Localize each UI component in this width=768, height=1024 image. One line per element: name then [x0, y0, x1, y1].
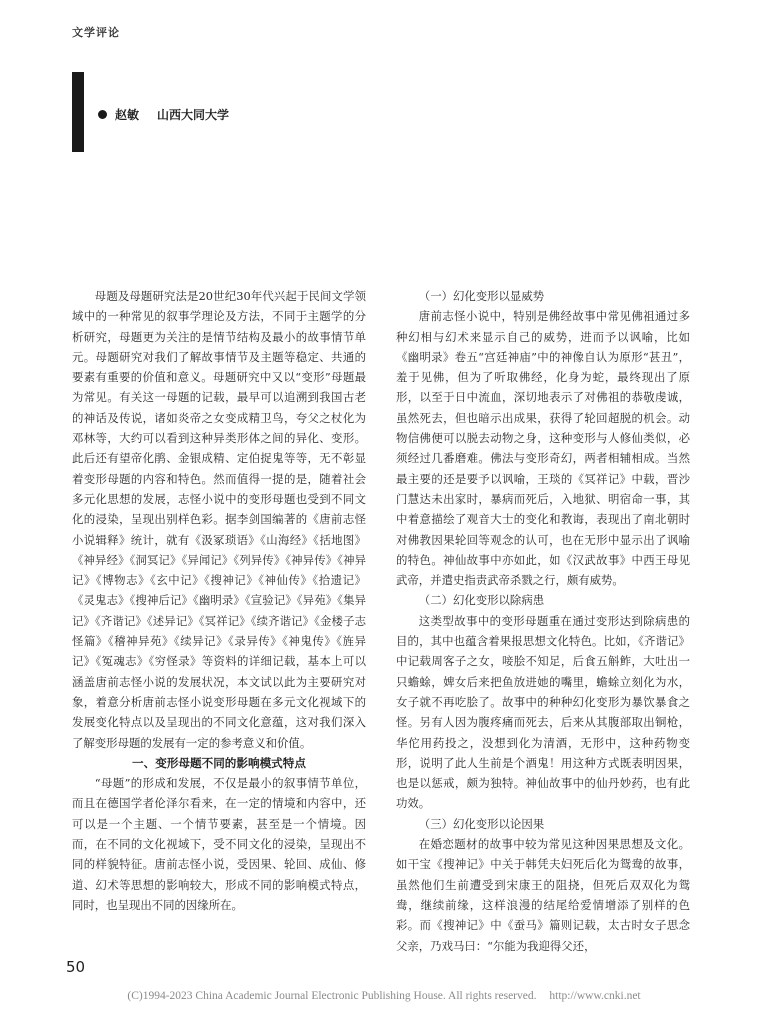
footer [0, 990, 768, 1002]
footer-copyright: (C)1994-2023 China Academic Journal Electronic Publishing House. All rights reserved. [127, 990, 537, 1002]
author-affiliation: 山西大同大学 [157, 108, 230, 122]
author-name: 赵敏 [115, 108, 140, 122]
subsection-heading-3: （三）幻化变形以论因果 [418, 816, 545, 831]
page-number: 50 [66, 958, 86, 976]
subsection-heading-2: （二）幻化变形以除病患 [418, 593, 545, 608]
intro-paragraph: 母题及母题研究法是20世纪30年代兴起于民间文学领域中的一种常见的叙事学理论及方法，不同于主题学的分析研究，母题更为关注的是情节结构及最小的故事情节单元。母题研究对我们了解故事情节及主题等稳定、共通的要素有重要的价值和意义。母题研究中又以“变形”母题最为常见。有关这一母题的记载，最早可以追溯到我国古老的神话及传说，诸如炎帝之女变成精卫鸟，夸父之杖化为邓林等，大约可以看到这种异类形体之间的异化、变形。此后还有望帝化鹃、金银成精、定伯捉鬼等等，无不彰显着变形母题的内容和特色。然而值得一提的是，随着社会多元化思想的发展，志怪小说中的变形母题也受到不同文化的浸染，呈现出别样色彩。据李剑国编著的《唐前志怪小说辑释》统计，就有《汲冢琐语》《山海经》《括地图》《神异经》《洞冥记》《异闻记》《列异传》《神异传》《神异记》《博物志》《玄中记》《搜神记》《神仙传》《拾遗记》《灵鬼志》《搜神后记》《幽明录》《宣验记》《异苑》《集异记》《齐谐记》《述异记》《冥祥记》《续齐谐记》《金楼子志怪篇》《稽神异苑》《续异记》《录异传》《神鬼传》《旌异记》《冤魂志》《穷怪录》等资料的详细记载，基本上可以涵盖唐前志怪小说的发展状况，本文试以此为主要研究对象，着意分析唐前志怪小说变形母题在多元文化视域下的发展变化特点以及呈现出的不同文化意蕴，这对我们深入了解变形母题的发展有一定的参考意义和价值。 [72, 289, 366, 750]
byline [98, 106, 229, 123]
journal-section-label: 文学评论 [72, 26, 120, 39]
left-column [72, 286, 366, 915]
right-column [396, 286, 690, 956]
subsection-heading-1: （一）幻化变形以显威势 [418, 289, 545, 303]
subsection1-paragraph: 唐前志怪小说中，特别是佛经故事中常见佛祖通过多种幻相与幻术来显示自己的威势，进而予以讽喻，比如《幽明录》卷五“宫廷神庙”中的神像自认为原形“甚丑”，羞于见佛，但为了听取佛经，化身为蛇，最终现出了原形，以至于日中流血，深切地表示了对佛祖的恭敬虔诚，虽然死去，但也暗示出成果，获得了轮回超脱的机会。动物信佛便可以脱去动物之身，这种变形与人修仙类似，必须经过几番磨难。佛法与变形奇幻，两者相辅相成。当然最主要的还是要予以讽喻，王琰的《冥祥记》中载，晋沙门慧达未出家时，暴病而死后，入地狱、明宿命一事，其中着意描绘了观音大士的变化和教诲，表现出了南北朝时对佛教因果轮回等观念的认可，也在无形中显示出了讽喻的特色。神仙故事中亦如此，如《汉武故事》中西王母见武帝，并遣史指责武帝杀戮之行，颇有威势。 [396, 309, 690, 588]
footer-url[interactable]: http://www.cnki.net [549, 990, 641, 1002]
bullet-icon [98, 110, 107, 119]
section1-paragraph: “母题”的形成和发展，不仅是最小的叙事情节单位，而且在德国学者伦泽尔看来，在一定的情境和内容中，还可以是一个主题、一个情节要素，甚至是一个情境。因而，在不同的文化视域下，受不同文化的浸染，呈现出不同的样貌特征。唐前志怪小说，受因果、轮回、成仙、修道、幻术等思想的影响较大，形成不同的影响模式特点，同时，也呈现出不同的因缘所在。 [72, 776, 366, 912]
section-heading-1: 一、变形母题不同的影响模式特点 [132, 755, 306, 770]
subsection3-paragraph: 在婚恋题材的故事中较为常见这种因果思想及文化。如干宝《搜神记》中关于韩凭夫妇死后化为鸳鸯的故事，虽然他们生前遭受到宋康王的阻挠，但死后双双化为鸳鸯，继续前缘，这样浪漫的结尾给爱情增添了别样的色彩。而《搜神记》中《蚕马》篇则记载，太古时女子思念父亲，乃戏马曰：“尔能为我迎得父还， [396, 837, 690, 953]
subsection2-paragraph: 这类型故事中的变形母题重在通过变形达到除病患的目的，其中也蕴含着果报思想文化特色。比如，《齐谐记》中记载周客子之女，唼脍不知足，后食五斛鲊，大吐出一只蟾蜍，婢女后来把鱼放进她的嘴里，蟾蜍立刻化为水，女子就不再吃脍了。故事中的种种幻化变形为暴饮暴食之怪。另有人因为腹疼痛而死去，后来从其腹部取出铜枪，华佗用药投之，没想到化为清酒，无形中，这种药物变形，说明了此人生前是个酒鬼！用这种方式既表明因果，也是以惩戒，颇为独特。神仙故事中的仙丹妙药，也有此功效。 [396, 613, 690, 811]
decorative-side-bar [72, 72, 84, 152]
